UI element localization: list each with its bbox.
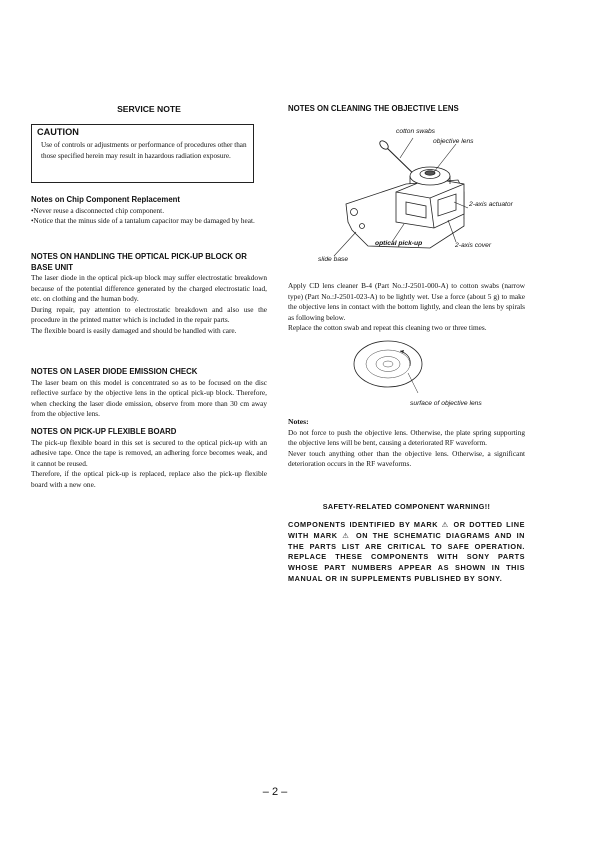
chip-heading: Notes on Chip Component Replacement <box>31 195 181 204</box>
cleaning-p1: Apply CD lens cleaner B-4 (Part No.:J-2501-000-A) to cotton swabs (narrow type) (Part No.:J-2501-023-A) to be lightly wet. Use a force (about 5 g) to make the objective lens in contact with the bottom lightly, and clean the lens by spirals as following below. <box>288 281 525 322</box>
chip-item-2: •Notice that the minus side of a tantalum capacitor may be damaged by heat. <box>31 216 255 226</box>
handling-heading: NOTES ON HANDLING THE OPTICAL PICK-UP BLOCK OR BASE UNIT <box>31 252 247 272</box>
flex-p2: Therefore, if the optical pick-up is replaced, replace also the pick-up flexible board with a new one. <box>31 469 267 489</box>
flex-heading: NOTES ON PICK-UP FLEXIBLE BOARD <box>31 427 177 436</box>
service-note-title: SERVICE NOTE <box>117 104 181 114</box>
cleaning-section <box>288 281 525 334</box>
label-2-axis-actuator: 2-axis actuator <box>469 201 513 208</box>
lens-surface-figure <box>350 335 430 395</box>
notes-heading: Notes: <box>288 417 309 426</box>
page-number: – 2 – <box>262 786 288 798</box>
label-optical-pickup: optical pick-up <box>375 240 423 247</box>
label-slide-base: slide base <box>318 256 349 263</box>
handling-p1: The laser diode in the optical pick-up block may suffer electrostatic breakdown because of the potential difference generated by the charged electrostatic load, etc. on clothing and the human body. <box>31 273 267 304</box>
cleaning-p2: Replace the cotton swab and repeat this cleaning two or three times. <box>288 323 487 333</box>
notes-section <box>288 417 525 470</box>
handling-p2: During repair, pay attention to electrostatic breakdown and also use the procedure in the printed matter which is included in the repair parts. <box>31 304 267 325</box>
label-2-axis-cover: 2-axis cover <box>455 242 492 249</box>
flex-p1: The pick-up flexible board in this set is secured to the optical pick-up with an adhesive tape. Once the tape is removed, an adhering force becomes weak, and it cannot be reused. <box>31 437 267 468</box>
laser-heading: NOTES ON LASER DIODE EMISSION CHECK <box>31 367 198 376</box>
laser-p1: The laser beam on this model is concentrated so as to be focused on the disc reflective surface by the objective lens in the optical pick-up block. Therefore, when checking the laser diode emission, observe from more than 30 cm away from the objective lens. <box>31 377 267 419</box>
objective-lens-drawing <box>410 167 450 185</box>
chip-section <box>31 195 267 227</box>
notes-p1: Do not force to push the objective lens. Otherwise, the plate spring supporting the objective lens will be bent, causing a deteriorated RF waveform. <box>288 427 525 448</box>
caution-box <box>31 124 254 183</box>
label-cotton-swabs: cotton swabs <box>396 128 436 135</box>
flex-section <box>31 427 267 490</box>
handling-section <box>31 252 267 337</box>
caution-text: Use of controls or adjustments or performance of procedures other than those specified herein may result in hazardous radiation exposure. <box>41 141 247 160</box>
chip-item-1: •Never reuse a disconnected chip component. <box>31 205 165 215</box>
cleaning-title: NOTES ON CLEANING THE OBJECTIVE LENS <box>288 104 459 113</box>
notes-p2: Never touch anything other than the objective lens. Otherwise, a significant deterioration occurs in the RF waveforms. <box>288 448 525 469</box>
label-objective-lens: objective lens <box>433 138 474 145</box>
handling-p3: The flexible board is easily damaged and should be handled with care. <box>31 325 237 335</box>
label-surface-of-objective-lens: surface of objective lens <box>410 400 482 407</box>
laser-section <box>31 367 267 420</box>
safety-title: SAFETY-RELATED COMPONENT WARNING!! <box>322 502 491 511</box>
safety-text: COMPONENTS IDENTIFIED BY MARK ⚠ OR DOTTED LINE WITH MARK ⚠ ON THE SCHEMATIC DIAGRAMS AND IN THE PARTS LIST ARE CRITICAL TO SAFE OPERATION. REPLACE THESE COMPONENTS WITH SONY PARTS WHOSE PART NUMBERS APPEAR AS SHOWN IN THIS MANUAL OR IN SUPPLEMENTS PUBLISHED BY SONY. <box>288 520 525 583</box>
caution-title: CAUTION <box>37 127 79 137</box>
